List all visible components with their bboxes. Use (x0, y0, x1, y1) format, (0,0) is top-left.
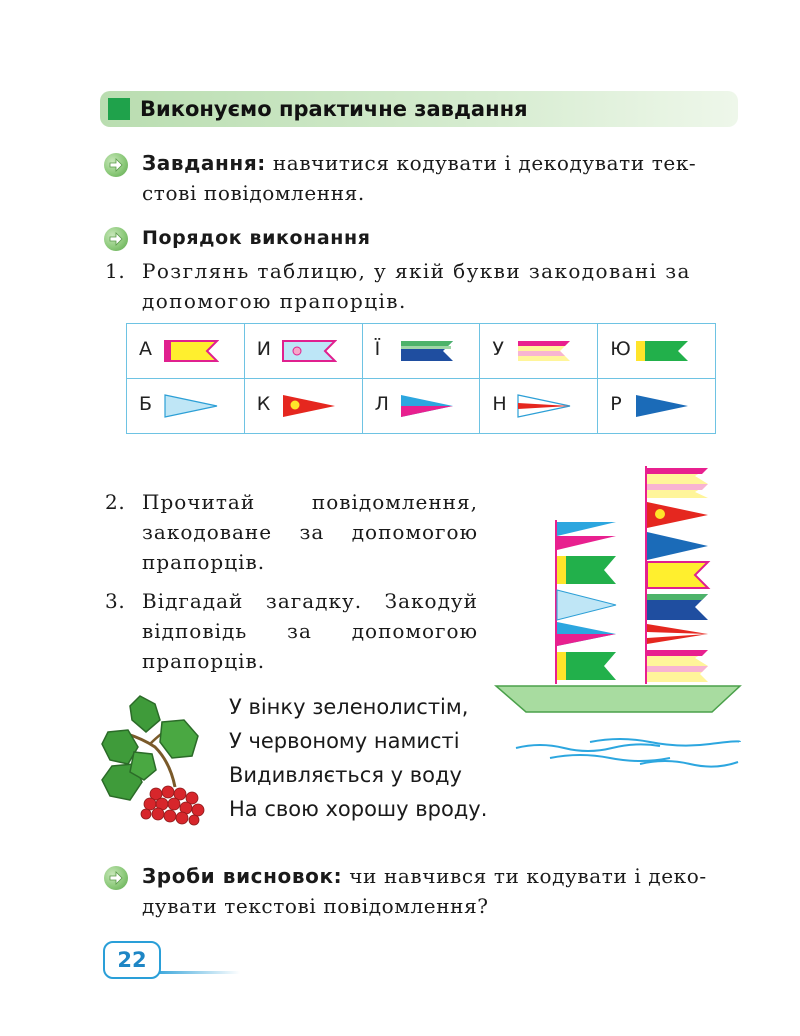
cell-letter: У (492, 338, 504, 360)
riddle-line: У вінку зеленолистім, (229, 695, 469, 719)
flag-y-icon (281, 337, 337, 365)
flag-l-icon (399, 392, 455, 420)
table-cell (127, 324, 245, 379)
table-cell (127, 379, 245, 434)
flag-yu-icon (634, 337, 690, 365)
table-cell (362, 379, 480, 434)
table-cell (480, 379, 598, 434)
table-cell (362, 324, 480, 379)
step-1-line2: допомогою прапорців. (142, 289, 407, 313)
cell-letter: Б (139, 393, 153, 415)
conclusion-text-line2: дувати текстові повідомлення? (142, 894, 489, 918)
step-2-line2: закодоване за допомогою (142, 520, 478, 544)
viburnum-branch-illustration (100, 692, 210, 828)
conclusion-paragraph (142, 861, 742, 921)
riddle-poem (229, 690, 487, 826)
conclusion-text-line1: чи навчився ти кодувати і деко- (349, 864, 707, 888)
page-number: 22 (103, 941, 161, 979)
table-cell (598, 324, 716, 379)
section-title: Виконуємо практичне завдання (140, 97, 528, 121)
step-1-line1: Розглянь таблицю, у якій букви закодовані за (142, 259, 691, 283)
conclusion-label: Зроби висновок: (142, 864, 343, 888)
arrow-bullet-icon (104, 227, 128, 251)
step-3-line2: відповідь за допомогою (142, 619, 478, 643)
step-number: 3. (105, 589, 126, 613)
step-3-line3: прапорців. (142, 649, 266, 673)
table-cell (598, 379, 716, 434)
task-text-line1: навчитися кодувати і декодувати тек- (272, 151, 697, 175)
cell-letter: И (256, 338, 272, 360)
banner-square-icon (108, 98, 130, 120)
step-number: 1. (105, 259, 126, 283)
cell-letter: К (256, 393, 271, 415)
cell-letter: Л (374, 393, 389, 415)
flag-n-icon (516, 392, 572, 420)
table-cell (480, 324, 598, 379)
task-paragraph (142, 148, 742, 208)
page-number-line (150, 971, 240, 974)
step-number: 2. (105, 490, 126, 514)
flag-code-table (126, 323, 716, 434)
cell-letter: А (139, 338, 152, 360)
table-row (127, 379, 716, 434)
flag-r-icon (634, 392, 690, 420)
cell-letter: Н (492, 393, 507, 415)
flag-b-icon (163, 392, 219, 420)
flag-yi-icon (399, 337, 455, 365)
procedure-heading: Порядок виконання (142, 227, 371, 249)
arrow-bullet-icon (104, 866, 128, 890)
flag-u-icon (516, 337, 572, 365)
step-3-line1: Відгадай загадку. Закодуй (142, 589, 478, 613)
step-2-line1: Прочитай повідомлення, (142, 490, 478, 514)
cell-letter: Р (610, 393, 622, 415)
cell-letter: Ї (374, 338, 381, 360)
riddle-line: У червоному намисті (229, 729, 460, 753)
task-text-line2: стові повідомлення. (142, 181, 365, 205)
ship-with-flags-illustration (490, 462, 750, 772)
riddle-line: На свою хорошу вроду. (229, 797, 488, 821)
step-1-text (142, 256, 742, 316)
riddle-line: Видивляється у воду (229, 763, 462, 787)
cell-letter: Ю (610, 338, 631, 360)
task-label: Завдання: (142, 151, 266, 175)
arrow-bullet-icon (104, 153, 128, 177)
flag-a-icon (163, 337, 219, 365)
step-2-line3: прапорців. (142, 550, 266, 574)
table-cell (244, 324, 362, 379)
table-cell (244, 379, 362, 434)
table-row (127, 324, 716, 379)
flag-k-icon (281, 392, 337, 420)
